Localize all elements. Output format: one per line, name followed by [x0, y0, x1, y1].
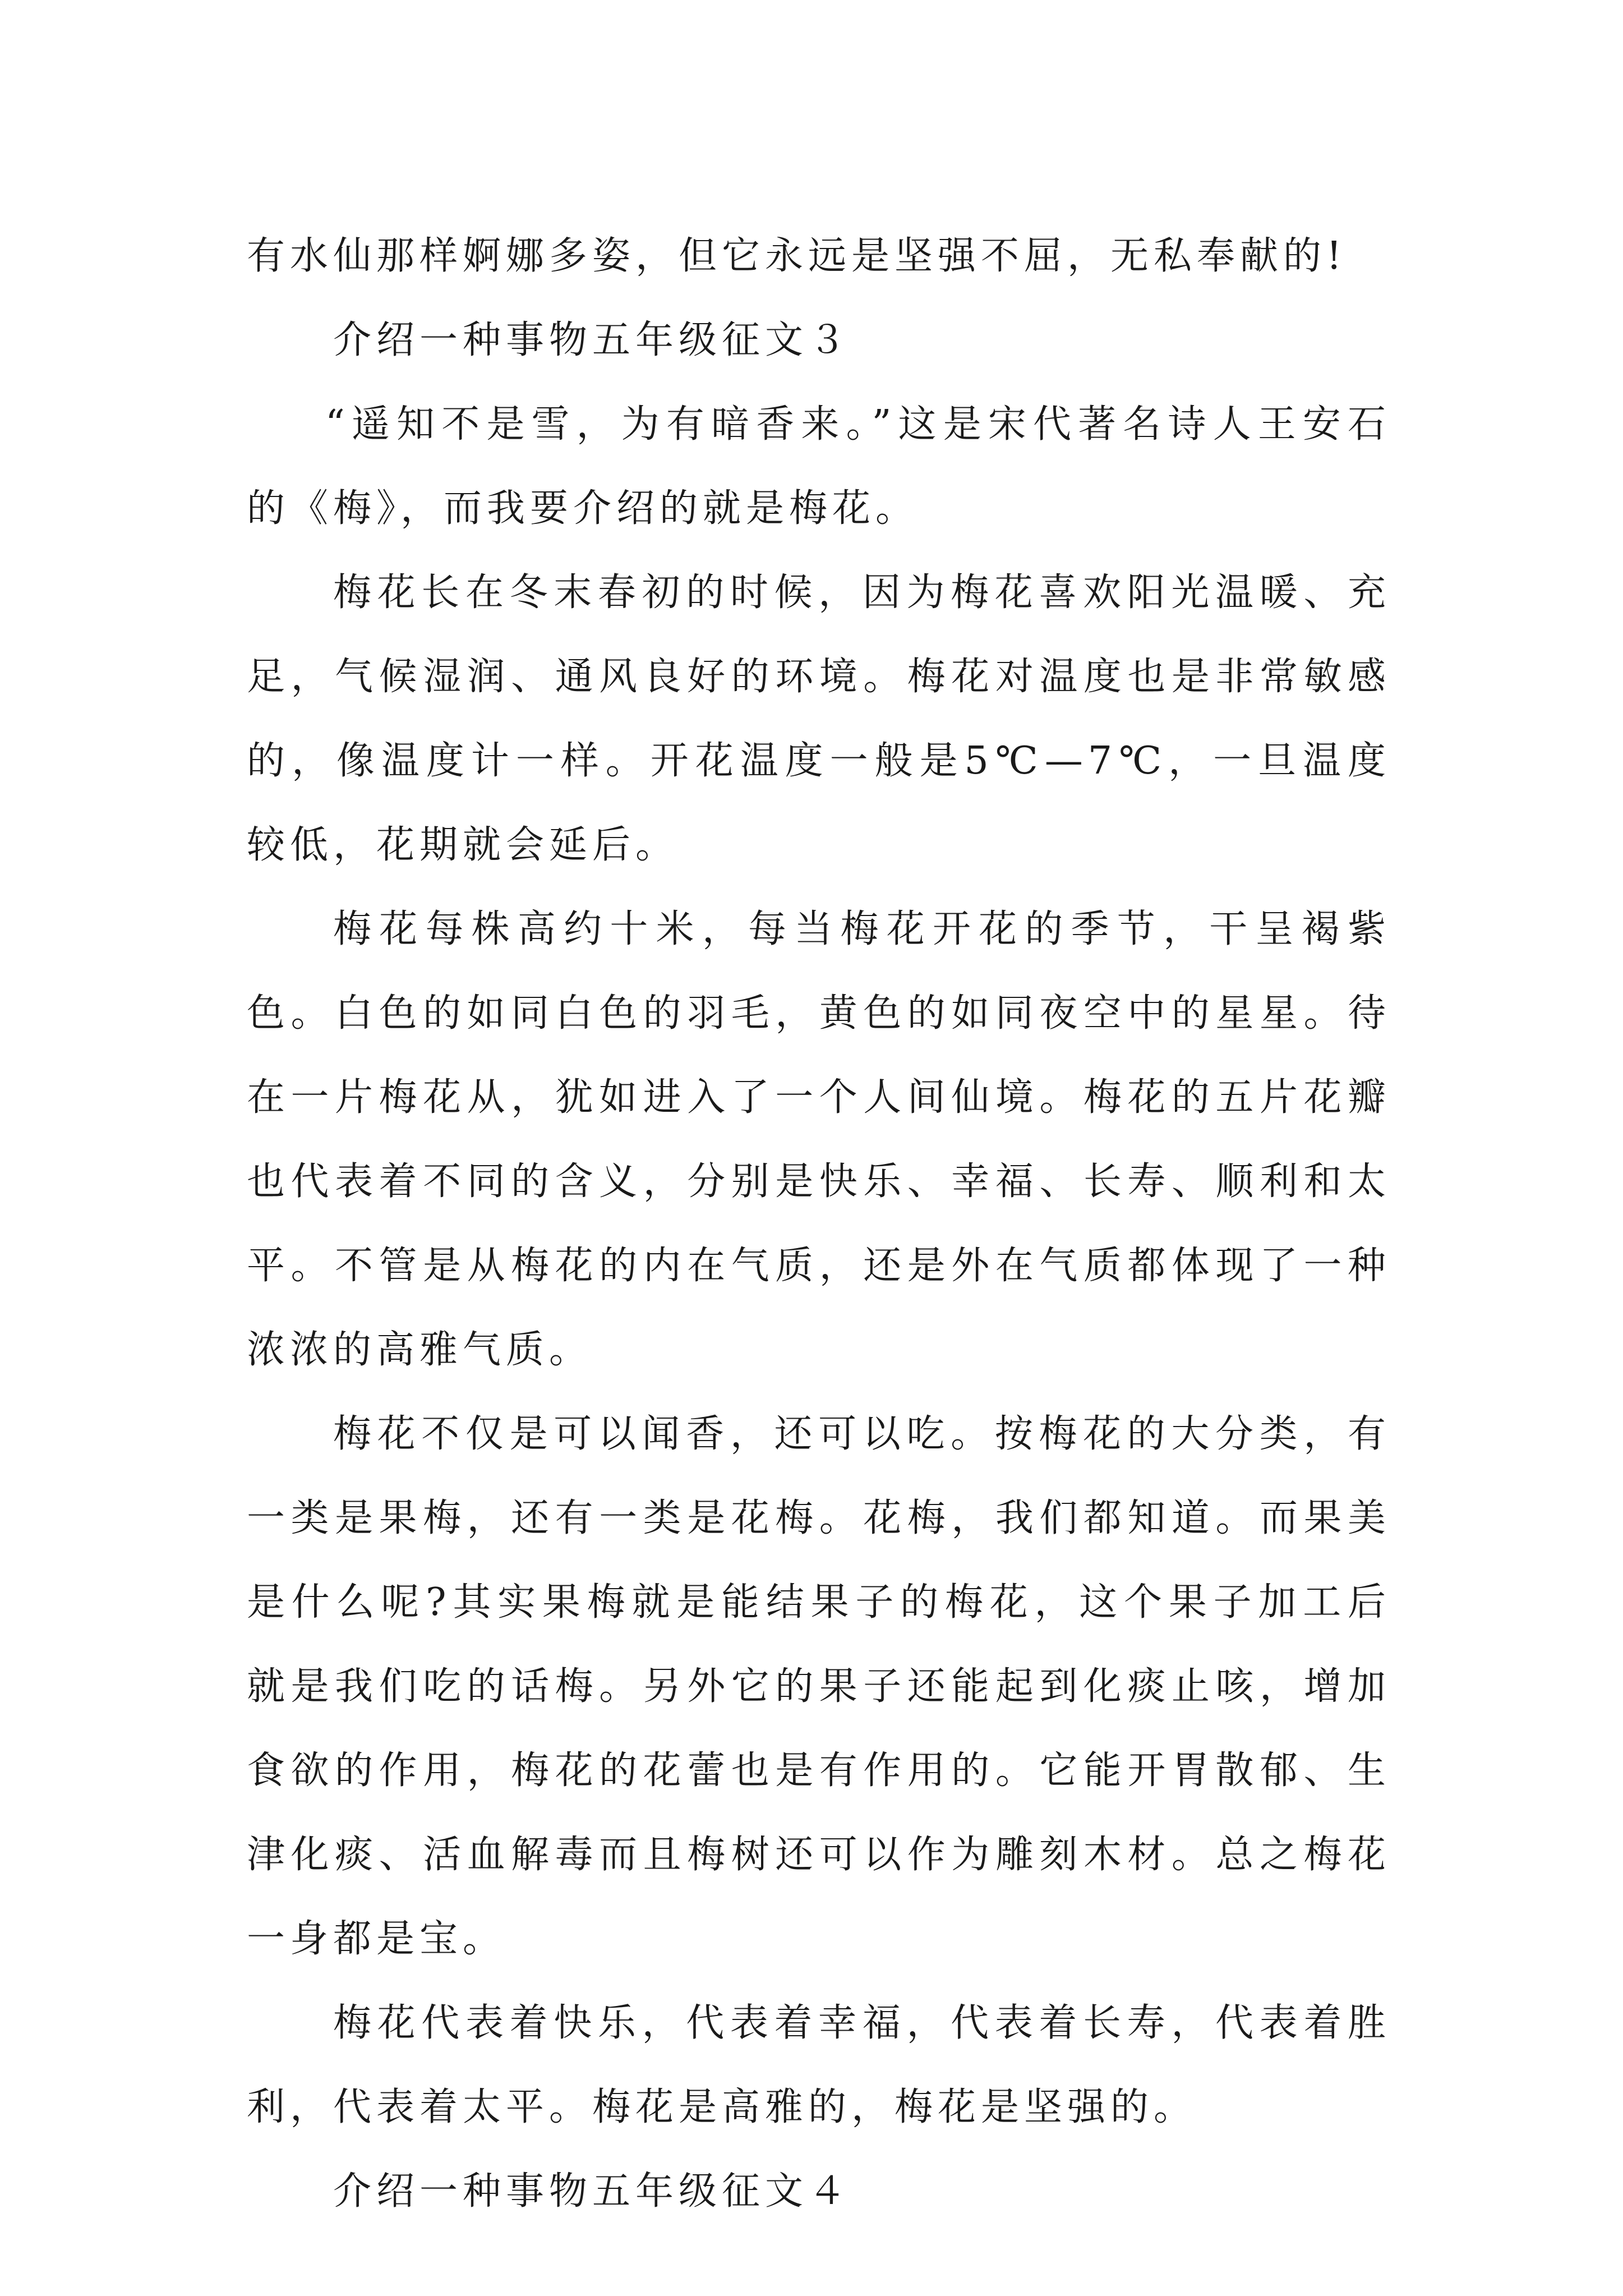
paragraph-climate: 梅花长在冬末春初的时候，因为梅花喜欢阳光温暖、充足，气候湿润、通风良好的环境。梅花对温度也是非常敏感的，像温度计一样。开花温度一般是5℃—7℃，一旦温度较低，花期就会延后。	[247, 570, 1391, 867]
section-heading-4: 介绍一种事物五年级征文４	[333, 2169, 852, 2214]
section-heading-3: 介绍一种事物五年级征文３	[333, 318, 852, 362]
paragraph-uses: 梅花不仅是可以闻香，还可以吃。按梅花的大分类，有一类是果梅，还有一类是花梅。花梅，我们都知道。而果美是什么呢?其实果梅就是能结果子的梅花，这个果子加工后就是我们吃的话梅。另外它的果子还能起到化痰止咳，增加食欲的作用，梅花的花蕾也是有作用的。它能开胃散郁、生津化痰、活血解毒而且梅树还可以作为雕刻木材。总之梅花一身都是宝。	[247, 1412, 1391, 1961]
document-body	[247, 214, 1391, 2234]
lead-line: 有水仙那样婀娜多姿，但它永远是坚强不屈，无私奉献的!	[247, 234, 1347, 278]
paragraph-quote: “遥知不是雪，为有暗香来。”这是宋代著名诗人王安石的《梅》，而我要介绍的就是梅花。	[247, 402, 1391, 531]
paragraph-symbolism: 梅花代表着快乐，代表着幸福，代表着长寿，代表着胜利，代表着太平。梅花是高雅的，梅花是坚强的。	[247, 2001, 1391, 2129]
paragraph-appearance: 梅花每株高约十米，每当梅花开花的季节，干呈褐紫色。白色的如同白色的羽毛，黄色的如同夜空中的星星。待在一片梅花从，犹如进入了一个人间仙境。梅花的五片花瓣也代表着不同的含义，分别是快乐、幸福、长寿、顺利和太平。不管是从梅花的内在气质，还是外在气质都体现了一种浓浓的高雅气质。	[247, 907, 1391, 1372]
